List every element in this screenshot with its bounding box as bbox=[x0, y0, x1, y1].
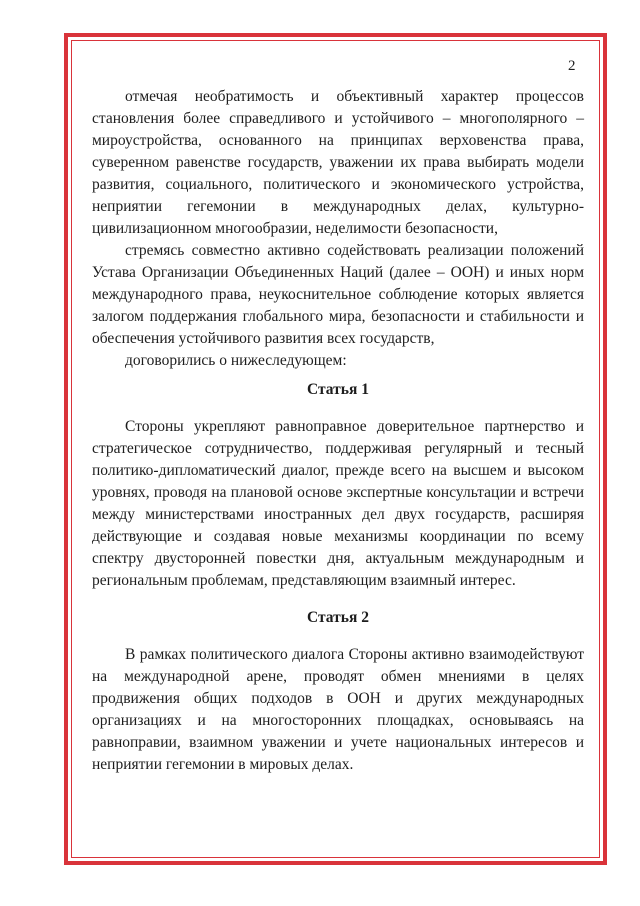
article-2-title: Статья 2 bbox=[307, 609, 369, 626]
preamble-paragraph-1: отмечая необратимость и объективный характер процессов становления более справедливого и устойчивого – многополярного – мироустройства, основанного на принципах верховенства права, суверенном равенстве государств, уважении их права выбирать модели развития, социального, политического и экономического устройства, неприятии гегемонии в международных делах, культурно-цивилизационном многообразии, неделимости безопасности, bbox=[92, 88, 584, 237]
preamble bbox=[92, 86, 584, 372]
preamble-paragraph-3: договорились о нижеследующем: bbox=[125, 352, 347, 369]
article-2-text: В рамках политического диалога Стороны активно взаимодействуют на международной арене, проводят обмен мнениями в целях продвижения общих подходов в ООН и других международных организациях и на многосторонних площадках, основываясь на равноправии, взаимном уважении и учете национальных интересов и неприятии гегемонии в мировых делах. bbox=[92, 646, 584, 773]
article-1-title: Статья 1 bbox=[307, 381, 369, 398]
article-1-text: Стороны укрепляют равноправное доверительное партнерство и стратегическое сотрудничество, поддерживая регулярный и тесный политико-дипломатический диалог, прежде всего на высшем и высоком уровнях, проводя на плановой основе экспертные консультации и встречи между министерствами иностранных дел двух государств, расширяя действующие и создавая новые механизмы координации по всему спектру двусторонней повестки дня, актуальным международным и региональным проблемам, представляющим взаимный интерес. bbox=[92, 418, 584, 589]
page-number: 2 bbox=[568, 58, 576, 74]
article-1 bbox=[92, 416, 584, 592]
article-2 bbox=[92, 644, 584, 776]
preamble-paragraph-2: стремясь совместно активно содействовать реализации положений Устава Организации Объединенных Наций (далее – ООН) и иных норм международного права, неукоснительное соблюдение которых является залогом поддержания глобального мира, безопасности и стабильности и обеспечения устойчивого развития всех государств, bbox=[92, 242, 584, 347]
